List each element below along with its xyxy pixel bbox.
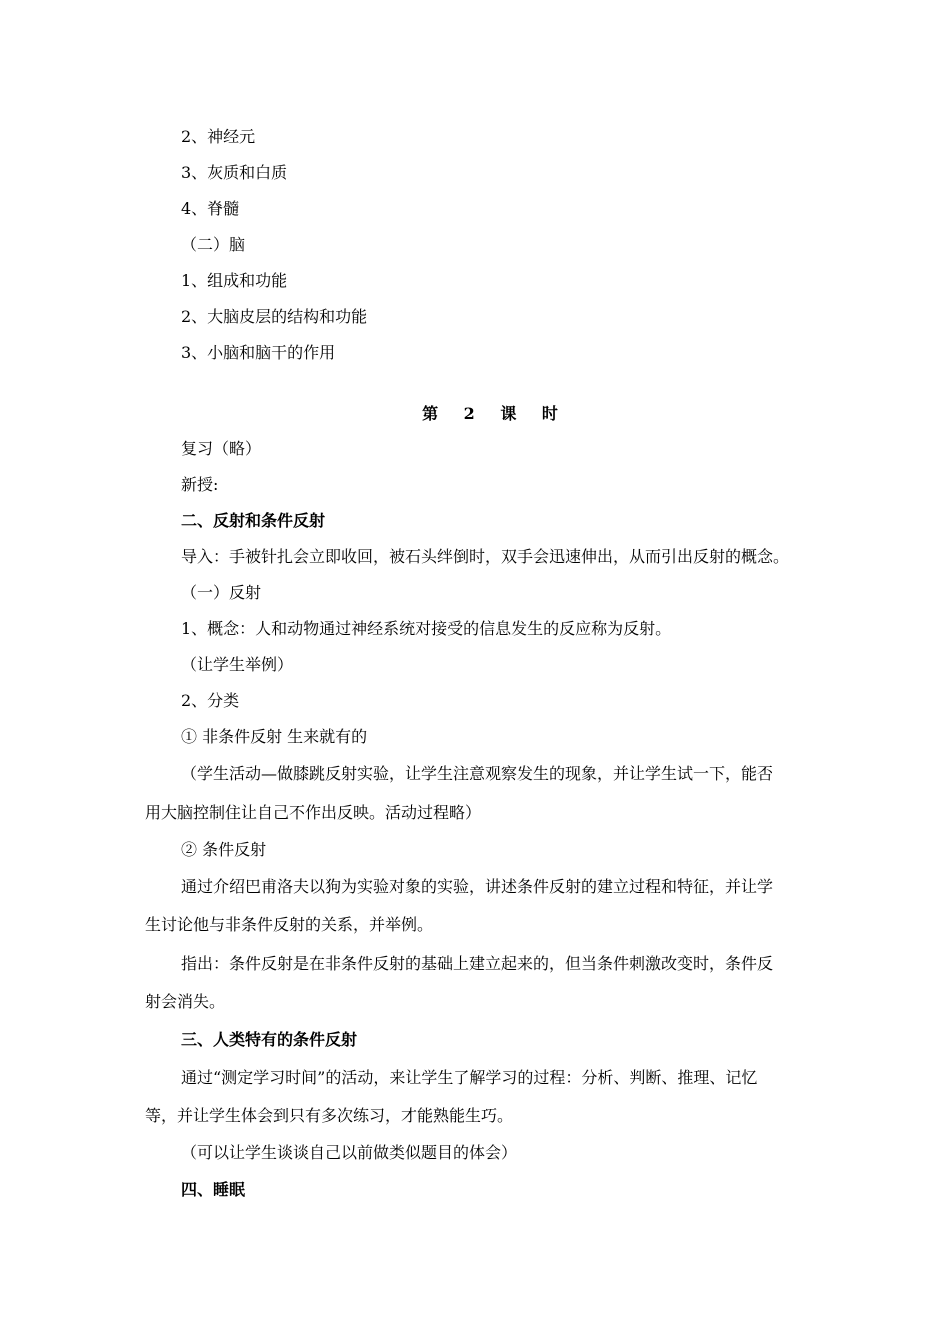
paragraph-line: （学生活动—做膝跳反射实验，让学生注意观察发生的现象，并让学生试一下，能否 — [181, 764, 774, 783]
paragraph-line: 指出：条件反射是在非条件反射的基础上建立起来的，但当条件刺激改变时，条件反 — [181, 954, 774, 973]
outline-item: 1、组成和功能 — [181, 271, 288, 290]
outline-item: 2、神经元 — [181, 127, 256, 146]
paragraph-line: （可以让学生谈谈自己以前做类似题目的体会） — [181, 1143, 518, 1162]
outline-item: 3、小脑和脑干的作用 — [181, 343, 336, 362]
outline-item: 3、灰质和白质 — [181, 163, 288, 182]
section-heading: 三、人类特有的条件反射 — [181, 1030, 358, 1049]
paragraph-line: 通过介绍巴甫洛夫以狗为实验对象的实验，讲述条件反射的建立过程和特征，并让学 — [181, 877, 774, 896]
paragraph-line: 等，并让学生体会到只有多次练习，才能熟能生巧。 — [145, 1106, 514, 1125]
paragraph-line: ② 条件反射 — [181, 840, 267, 859]
subsection-heading: （一）反射 — [181, 583, 262, 602]
review-line: 复习（略） — [181, 439, 262, 458]
lesson-title: 第 2 课 时 — [422, 404, 568, 423]
outline-item: 4、脊髓 — [181, 199, 240, 218]
paragraph-line: 射会消失。 — [145, 992, 226, 1011]
new-lesson-line: 新授: — [181, 475, 219, 494]
paragraph-line: 2、分类 — [181, 691, 240, 710]
outline-item: （二）脑 — [181, 235, 246, 254]
section-heading: 四、睡眠 — [181, 1180, 246, 1199]
outline-item: 2、大脑皮层的结构和功能 — [181, 307, 368, 326]
paragraph-line: ① 非条件反射 生来就有的 — [181, 727, 368, 746]
paragraph-line: 生讨论他与非条件反射的关系，并举例。 — [145, 915, 434, 934]
paragraph-line: 导入：手被针扎会立即收回，被石头绊倒时，双手会迅速伸出，从而引出反射的概念。 — [181, 547, 790, 566]
section-heading: 二、反射和条件反射 — [181, 511, 326, 530]
paragraph-line: （让学生举例） — [181, 655, 294, 674]
paragraph-line: 用大脑控制住让自己不作出反映。活动过程略） — [145, 803, 482, 822]
paragraph-line: 通过“测定学习时间”的活动，来让学生了解学习的过程：分析、判断、推理、记忆 — [181, 1068, 758, 1087]
paragraph-line: 1、概念：人和动物通过神经系统对接受的信息发生的反应称为反射。 — [181, 619, 672, 638]
